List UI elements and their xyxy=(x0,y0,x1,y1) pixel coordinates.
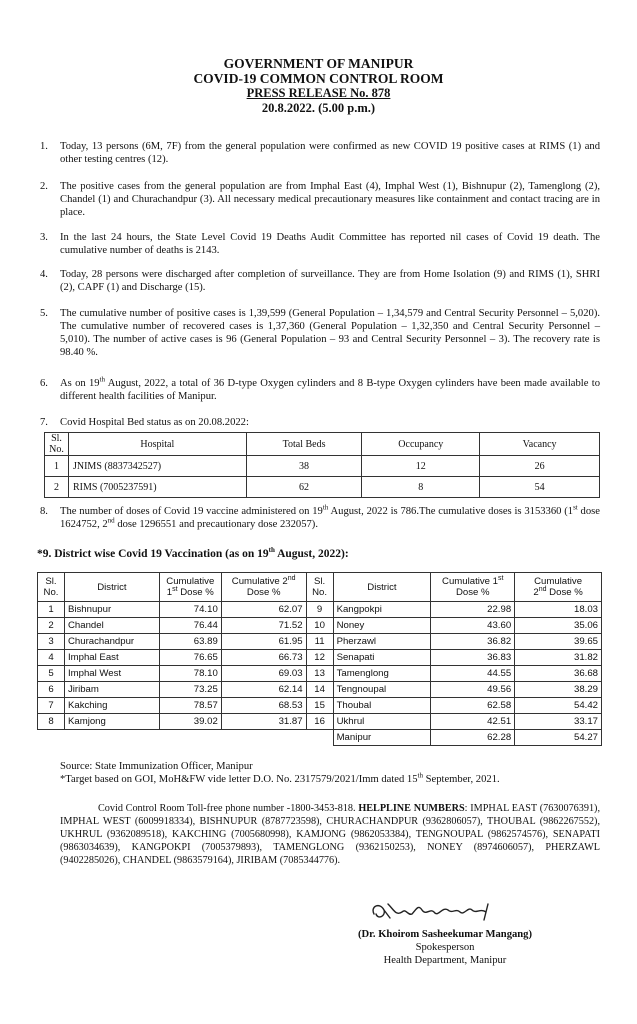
text-fragment: 2 xyxy=(533,587,539,598)
cell-dose2: 69.03 xyxy=(221,666,306,682)
cell-dose2: 71.52 xyxy=(221,618,306,634)
helpline-label: HELPLINE NUMBERS xyxy=(358,803,465,814)
table-row xyxy=(45,456,600,477)
header-dose1 xyxy=(431,573,515,602)
table-row xyxy=(38,618,602,634)
cell-dose2: 36.68 xyxy=(515,666,602,682)
point-4 xyxy=(40,268,600,294)
table-row xyxy=(45,477,600,498)
cell-district: Pherzawl xyxy=(333,634,431,650)
text-fragment: dose 1296551 and precautionary dose 232057). xyxy=(114,519,318,530)
header-occupancy: Occupancy xyxy=(362,433,480,456)
point-text: In the last 24 hours, the State Level Covid 19 Deaths Audit Committee has reported nil cases of Covid 19 death. The cumulative number of deaths is 2143. xyxy=(60,232,600,256)
table-row xyxy=(38,602,602,618)
superscript: th xyxy=(417,771,423,780)
cell-dose1: 76.65 xyxy=(159,650,221,666)
empty-cell xyxy=(159,730,221,746)
cell-dose1: 73.25 xyxy=(159,682,221,698)
empty-cell xyxy=(306,730,333,746)
cell-dose1: 78.10 xyxy=(159,666,221,682)
cell-hospital: RIMS (7005237591) xyxy=(68,477,246,498)
point-text: The positive cases from the general population are from Imphal East (4), Imphal West (1), Bishnupur (2), Tamenglong (2), Chandel (1) and Churachandpur (3). All necessary medical precautionary measures like containment and contact tracing are in place. xyxy=(60,181,600,218)
point-2 xyxy=(40,180,600,219)
source-note xyxy=(60,760,605,786)
cell-sl-no: 2 xyxy=(45,477,69,498)
cell-dose2: 66.73 xyxy=(221,650,306,666)
cell-dose1: 78.57 xyxy=(159,698,221,714)
point-number: 5. xyxy=(40,308,48,319)
point-number: 8. xyxy=(40,506,48,517)
cell-sl-no: 16 xyxy=(306,714,333,730)
cell-dose1: 76.44 xyxy=(159,618,221,634)
header-dose1 xyxy=(159,573,221,602)
cell-sl-no: 11 xyxy=(306,634,333,650)
table-row xyxy=(38,650,602,666)
cell-district: Tengnoupal xyxy=(333,682,431,698)
point-1 xyxy=(40,140,600,166)
cell-sl-no: 9 xyxy=(306,602,333,618)
header-press-release-number: PRESS RELEASE No. 878 xyxy=(246,86,391,100)
helpline-paragraph xyxy=(60,802,600,867)
text-fragment: Cumulative 1 xyxy=(442,576,499,587)
superscript: st xyxy=(573,503,578,512)
empty-cell xyxy=(38,730,65,746)
cell-district: Imphal West xyxy=(64,666,159,682)
superscript: th xyxy=(99,375,105,384)
signatory-name: (Dr. Khoirom Sasheekumar Mangang) xyxy=(357,929,533,940)
signatory-title: Spokesperson xyxy=(415,942,475,953)
cell-district: Churachandpur xyxy=(64,634,159,650)
header-hospital: Hospital xyxy=(68,433,246,456)
document-header xyxy=(0,56,637,116)
superscript: nd xyxy=(107,516,115,525)
cell-district: Thoubal xyxy=(333,698,431,714)
text-fragment: Cumulative 2 xyxy=(231,576,288,587)
table-row xyxy=(38,714,602,730)
cell-district: Noney xyxy=(333,618,431,634)
header-sl-no: Sl. No. xyxy=(38,573,65,602)
point-number: 6. xyxy=(40,378,48,389)
cell-sl-no: 1 xyxy=(38,602,65,618)
cell-sl-no: 8 xyxy=(38,714,65,730)
cell-district: Chandel xyxy=(64,618,159,634)
cell-dose2: 31.87 xyxy=(221,714,306,730)
cell-dose2: 61.95 xyxy=(221,634,306,650)
point-text: Today, 13 persons (6M, 7F) from the general population were confirmed as new COVID 19 positive cases at RIMS (1) and other testing centres (12). xyxy=(60,141,600,165)
text-fragment: Cumulative xyxy=(534,576,583,587)
point-5 xyxy=(40,307,600,359)
point-number: 4. xyxy=(40,269,48,280)
point-text: Covid Hospital Bed status as on 20.08.2022: xyxy=(60,417,249,428)
cell-occupancy: 12 xyxy=(362,456,480,477)
cell-dose1: 22.98 xyxy=(431,602,515,618)
cell-sl-no: 3 xyxy=(38,634,65,650)
cell-sl-no: 12 xyxy=(306,650,333,666)
superscript: nd xyxy=(538,585,547,593)
point-number: 3. xyxy=(40,232,48,243)
cell-dose1: 42.51 xyxy=(431,714,515,730)
empty-cell xyxy=(64,730,159,746)
cell-hospital: JNIMS (8837342527) xyxy=(68,456,246,477)
superscript: st xyxy=(172,585,178,593)
text-fragment: 1 xyxy=(166,587,173,598)
cell-dose1: 74.10 xyxy=(159,602,221,618)
cell-total-dose2: 54.27 xyxy=(515,730,602,746)
cell-dose2: 31.82 xyxy=(515,650,602,666)
cell-sl-no: 6 xyxy=(38,682,65,698)
cell-dose1: 63.89 xyxy=(159,634,221,650)
tollfree-text: Covid Control Room Toll-free phone number -1800-3453-818. xyxy=(98,803,359,814)
text-fragment: Dose % xyxy=(246,587,281,598)
superscript: th xyxy=(322,503,329,512)
header-dose2 xyxy=(221,573,306,602)
handwritten-signature xyxy=(368,896,518,926)
text-fragment: *Target based on GOI, MoH&FW vide letter D.O. No. 2317579/2021/Imm dated 15 xyxy=(60,774,418,785)
cell-sl-no: 1 xyxy=(45,456,69,477)
text-fragment: Dose % xyxy=(546,587,583,598)
header-sl-no: Sl. No. xyxy=(45,433,69,456)
point-text: Today, 28 persons were discharged after completion of surveillance. They are from Home Isolation (9) and RIMS (1), SHRI (2), CAPF (1) and Discharge (15). xyxy=(60,269,600,293)
point-number: 2. xyxy=(40,181,48,192)
empty-cell xyxy=(221,730,306,746)
text-fragment: *9. District wise Covid 19 Vaccination (as on 19 xyxy=(37,548,269,560)
text-fragment: August, 2022): xyxy=(274,548,349,560)
target-note xyxy=(60,773,605,786)
cell-total-beds: 38 xyxy=(246,456,362,477)
header-district: District xyxy=(333,573,431,602)
vaccination-section-title xyxy=(37,548,349,560)
cell-district: Tamenglong xyxy=(333,666,431,682)
cell-dose2: 54.42 xyxy=(515,698,602,714)
superscript: nd xyxy=(287,574,296,582)
text-fragment: Dose % xyxy=(177,587,214,598)
cell-dose2: 33.17 xyxy=(515,714,602,730)
text-fragment: Dose % xyxy=(455,587,490,598)
point-8 xyxy=(40,505,600,531)
cell-dose2: 62.07 xyxy=(221,602,306,618)
text-fragment: The number of doses of Covid 19 vaccine administered on 19 xyxy=(60,506,323,517)
cell-dose1: 62.58 xyxy=(431,698,515,714)
helpline-numbers: : IMPHAL EAST (7630076391), IMPHAL WEST (6009918334), BISHNUPUR (8787723598), CHURACHANDPUR (9362806057), THOUBAL (9862267552), UKHRUL (9362089518), KAKCHING (7005680998), KAMJONG (9862053384), TENGNOUPAL (9862574576), SENAPATI (9863034639), KANGPOKPI (7005379893), TAMENGLONG (9362150253), NONEY (8974606057), PHERZAWL (9402285026), CHANDEL (9863579164), JIRIBAM (7085344776). xyxy=(60,803,600,866)
cell-dose2: 35.06 xyxy=(515,618,602,634)
cell-vacancy: 54 xyxy=(480,477,600,498)
cell-dose1: 39.02 xyxy=(159,714,221,730)
point-number: 7. xyxy=(40,417,48,428)
cell-district: Ukhrul xyxy=(333,714,431,730)
cell-total-beds: 62 xyxy=(246,477,362,498)
cell-dose1: 49.56 xyxy=(431,682,515,698)
header-sl-no: Sl. No. xyxy=(306,573,333,602)
point-number: 1. xyxy=(40,141,48,152)
cell-dose1: 44.55 xyxy=(431,666,515,682)
cell-sl-no: 13 xyxy=(306,666,333,682)
point-6 xyxy=(40,377,600,403)
table-header-row xyxy=(45,433,600,456)
header-government: GOVERNMENT OF MANIPUR xyxy=(223,56,414,71)
vaccination-table-body xyxy=(38,602,602,746)
signatory-department: Health Department, Manipur xyxy=(383,955,507,966)
text-fragment: As on 19 xyxy=(60,378,100,389)
header-date: 20.8.2022. (5.00 p.m.) xyxy=(261,101,376,115)
source-line: Source: State Immunization Officer, Manipur xyxy=(60,761,253,772)
superscript: th xyxy=(268,546,275,555)
point-text xyxy=(60,505,600,531)
cell-district: Kamjong xyxy=(64,714,159,730)
cell-sl-no: 2 xyxy=(38,618,65,634)
cell-district: Imphal East xyxy=(64,650,159,666)
header-total-beds: Total Beds xyxy=(246,433,362,456)
total-row xyxy=(38,730,602,746)
cell-sl-no: 7 xyxy=(38,698,65,714)
point-text xyxy=(60,377,600,403)
cell-dose1: 36.82 xyxy=(431,634,515,650)
cell-occupancy: 8 xyxy=(362,477,480,498)
cell-total-dose1: 62.28 xyxy=(431,730,515,746)
cell-dose2: 68.53 xyxy=(221,698,306,714)
text-fragment: August, 2022 is 786.The cumulative doses is 3153360 (1 xyxy=(328,506,574,517)
header-control-room: COVID-19 COMMON CONTROL ROOM xyxy=(193,71,444,86)
cell-vacancy: 26 xyxy=(480,456,600,477)
text-fragment: September, 2021. xyxy=(422,774,500,785)
table-row xyxy=(38,666,602,682)
point-text: The cumulative number of positive cases is 1,39,599 (General Population – 1,34,579 and Central Security Personnel – 5,020). The cumulative number of recovered cases is 1,37,360 (General Population – 1,32,350 and Central Security Personnel – 5,010). The number of active cases is 96 (General Population – 93 and Central Security Personnel – 3). The recovery rate is 98.40 %. xyxy=(60,308,600,358)
point-3 xyxy=(40,231,600,257)
table-header-row xyxy=(38,573,602,602)
header-dose2 xyxy=(515,573,602,602)
cell-sl-no: 15 xyxy=(306,698,333,714)
text-fragment: Cumulative xyxy=(166,576,215,587)
table-row xyxy=(38,698,602,714)
cell-district: Kangpokpi xyxy=(333,602,431,618)
table-row xyxy=(38,682,602,698)
cell-dose1: 36.83 xyxy=(431,650,515,666)
point-7 xyxy=(40,416,600,429)
header-vacancy: Vacancy xyxy=(480,433,600,456)
cell-dose2: 39.65 xyxy=(515,634,602,650)
cell-sl-no: 10 xyxy=(306,618,333,634)
cell-district: Bishnupur xyxy=(64,602,159,618)
header-district: District xyxy=(64,573,159,602)
signatory-block xyxy=(320,928,570,967)
cell-sl-no: 4 xyxy=(38,650,65,666)
cell-district: Jiribam xyxy=(64,682,159,698)
cell-sl-no: 14 xyxy=(306,682,333,698)
cell-dose2: 18.03 xyxy=(515,602,602,618)
text-fragment: August, 2022, a total of 36 D-type Oxygen cylinders and 8 B-type Oxygen cylinders have been made available to different health facilities of Manipur. xyxy=(60,378,600,402)
hospital-bed-table xyxy=(44,432,600,498)
cell-district: Senapati xyxy=(333,650,431,666)
superscript: st xyxy=(498,574,504,582)
vaccination-table xyxy=(37,572,602,746)
table-row xyxy=(38,634,602,650)
cell-total-district: Manipur xyxy=(333,730,431,746)
cell-sl-no: 5 xyxy=(38,666,65,682)
cell-dose2: 38.29 xyxy=(515,682,602,698)
cell-dose1: 43.60 xyxy=(431,618,515,634)
text-fragment: dose 1624752, 2 xyxy=(60,506,600,530)
cell-dose2: 62.14 xyxy=(221,682,306,698)
cell-district: Kakching xyxy=(64,698,159,714)
